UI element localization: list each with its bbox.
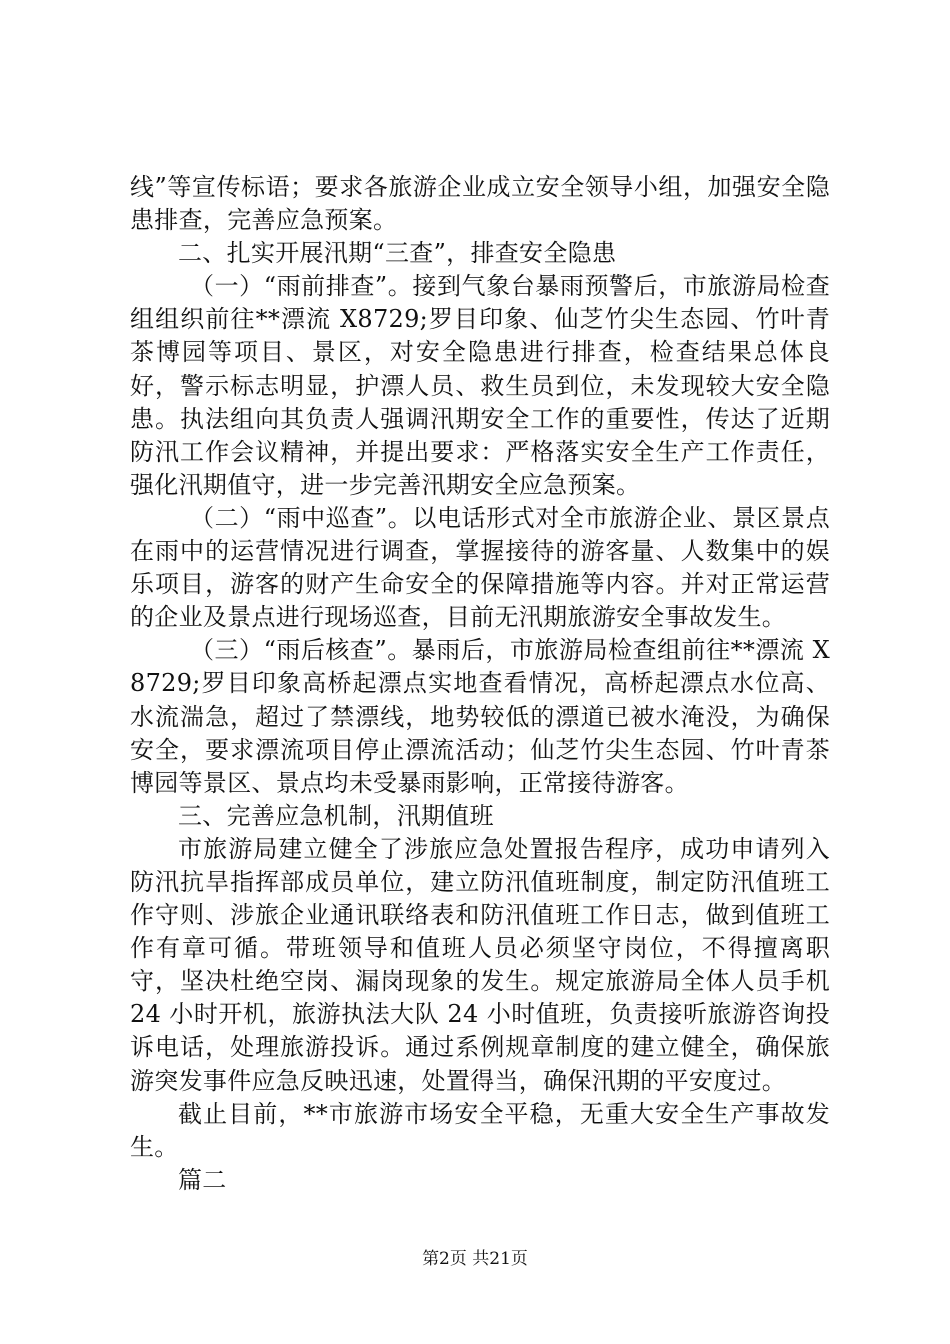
document-body	[130, 171, 830, 1197]
paragraph-continuation: 线”等宣传标语；要求各旅游企业成立安全领导小组，加强安全隐患排查，完善应急预案。	[130, 173, 830, 235]
paragraph-pre-rain-inspection: （一）“雨前排查”。接到气象台暴雨预警后，市旅游局检查组组织前往**漂流 X8729;罗目印象、仙芝竹尖生态园、竹叶青茶博园等项目、景区，对安全隐患进行排查，检查结果总体良好，警示标志明显，护漂人员、救生员到位，未发现较大安全隐患。执法组向其负责人强调汛期安全工作的重要性，传达了近期防汛工作会议精神，并提出要求：严格落实安全生产工作责任，强化汛期值守，进一步完善汛期安全应急预案。	[130, 272, 830, 499]
section-heading-2: 二、扎实开展汛期“三查”，排查安全隐患	[178, 239, 617, 268]
paragraph-post-rain-check: （三）“雨后核查”。暴雨后，市旅游局检查组前往**漂流 X8729;罗目印象高桥起漂点实地查看情况，高桥起漂点水位高、水流湍急，超过了禁漂线，地势较低的漂道已被水淹没，为确保安全，要求漂流项目停止漂流活动；仙芝竹尖生态园、竹叶青茶博园等景区、景点均未受暴雨影响，正常接待游客。	[130, 636, 830, 797]
paragraph-mid-rain-patrol: （二）“雨中巡查”。以电话形式对全市旅游企业、景区景点在雨中的运营情况进行调查，掌握接待的游客量、人数集中的娱乐项目，游客的财产生命安全的保障措施等内容。并对正常运营的企业及景点进行现场巡查，目前无汛期旅游安全事故发生。	[130, 503, 830, 632]
paragraph-conclusion: 截止目前，**市旅游市场安全平稳，无重大安全生产事故发生。	[130, 1099, 830, 1161]
paragraph-emergency-mechanism: 市旅游局建立健全了涉旅应急处置报告程序，成功申请列入防汛抗旱指挥部成员单位，建立防汛值班制度，制定防汛值班工作守则、涉旅企业通讯联络表和防汛值班工作日志，做到值班工作有章可循。带班领导和值班人员必须坚守岗位，不得擅离职守，坚决杜绝空岗、漏岗现象的发生。规定旅游局全体人员手机 24 小时开机，旅游执法大队 24 小时值班，负责接听旅游咨询投诉电话，处理旅游投诉。通过系例规章制度的建立健全，确保旅游突发事件应急反映迅速，处置得当，确保汛期的平安度过。	[130, 834, 830, 1095]
page-number-footer: 第2页 共21页	[422, 1249, 528, 1269]
part-two-heading: 篇二	[178, 1165, 227, 1194]
section-heading-3: 三、完善应急机制，汛期值班	[178, 801, 494, 830]
